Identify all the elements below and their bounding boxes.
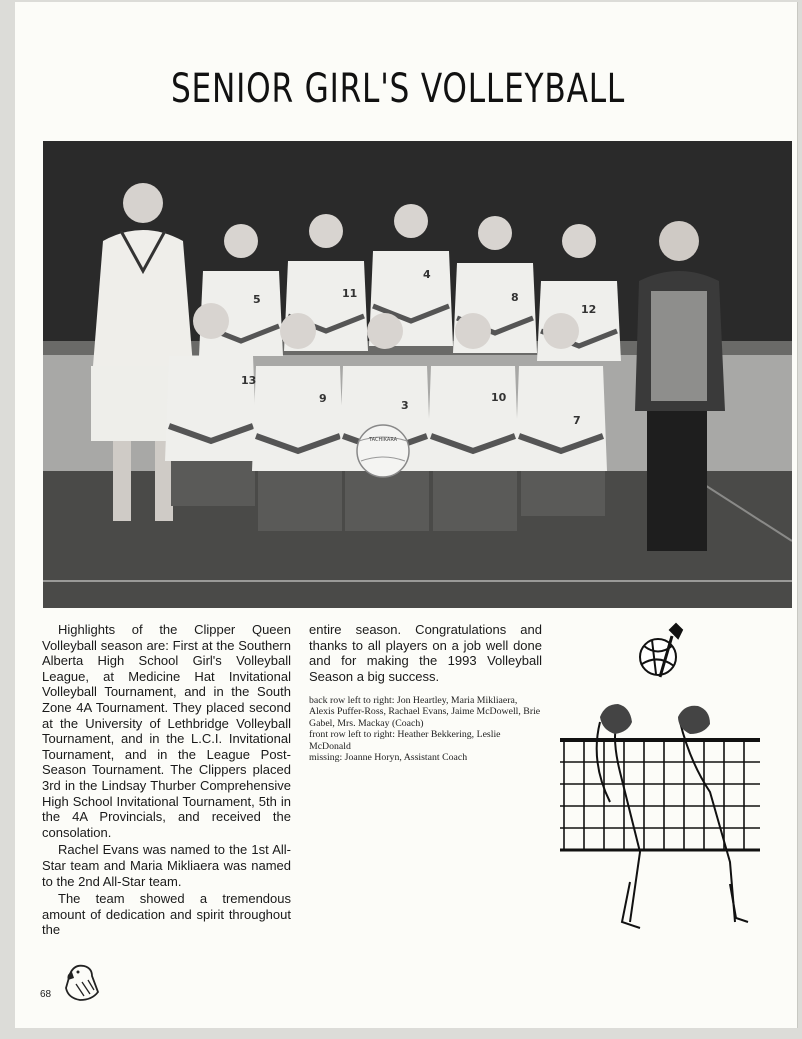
team-photo — [43, 141, 792, 608]
article-column-1 — [42, 622, 291, 940]
jersey-number: 8 — [511, 291, 519, 304]
article-column-2 — [309, 622, 542, 684]
jersey-number: 11 — [342, 287, 358, 300]
jersey-number: 10 — [491, 391, 507, 404]
caption-front-row: front row left to right: Heather Bekkering, Leslie McDonald — [309, 729, 501, 752]
article-paragraph: entire season. Congratulations and thanks to all players on a job well done and for making the 1993 Volleyball Season a big success. — [309, 622, 542, 684]
article-paragraph: Highlights of the Clipper Queen Volleyball season are: First at the Southern Alberta High School Girl's Volleyball League, at Medicine Hat Invitational Volleyball Tournament, and in the South Zone 4A Tournament. They placed second at the University of Lethbridge Volleyball Tournament, and in the L.C.I. Invitational Tournament, and in the League Post-Season Tournament. The Clippers placed 3rd in the Lindsay Thurber Comprehensive High School Invitational Tournament, 5th in the 4A Provincials, and received the consolation. — [42, 622, 291, 840]
caption-back-row: back row left to right: Jon Heartley, Maria Mikliaera, Alexis Puffer-Ross, Rachael Evans, Jaime McDowell, Brie Gabel, Mrs. Mackay (Coach) — [309, 695, 541, 729]
jersey-number: 3 — [401, 399, 409, 412]
caption-missing: missing: Joanne Horyn, Assistant Coach — [309, 752, 468, 764]
parrot-mascot-icon — [62, 962, 106, 1002]
ball-brand-text: TACHIKARA — [369, 437, 398, 443]
jersey-number: 9 — [319, 392, 327, 405]
page-number: 68 — [40, 989, 52, 1000]
jersey-number: 12 — [581, 303, 597, 316]
page-title: SENIOR GIRL'S VOLLEYBALL — [170, 66, 626, 112]
jersey-number: 4 — [423, 268, 431, 281]
jersey-number: 5 — [253, 293, 261, 306]
volleyball-net-illustration — [560, 622, 772, 940]
article-paragraph: Rachel Evans was named to the 1st All-Star team and Maria Mikliaera was named to the 2nd All-Star team. — [42, 842, 291, 889]
jersey-number: 7 — [573, 414, 581, 427]
article-paragraph: The team showed a tremendous amount of dedication and spirit throughout the — [42, 891, 291, 938]
photo-caption — [309, 695, 544, 763]
jersey-number: 13 — [241, 374, 257, 387]
volleyball — [357, 425, 409, 477]
